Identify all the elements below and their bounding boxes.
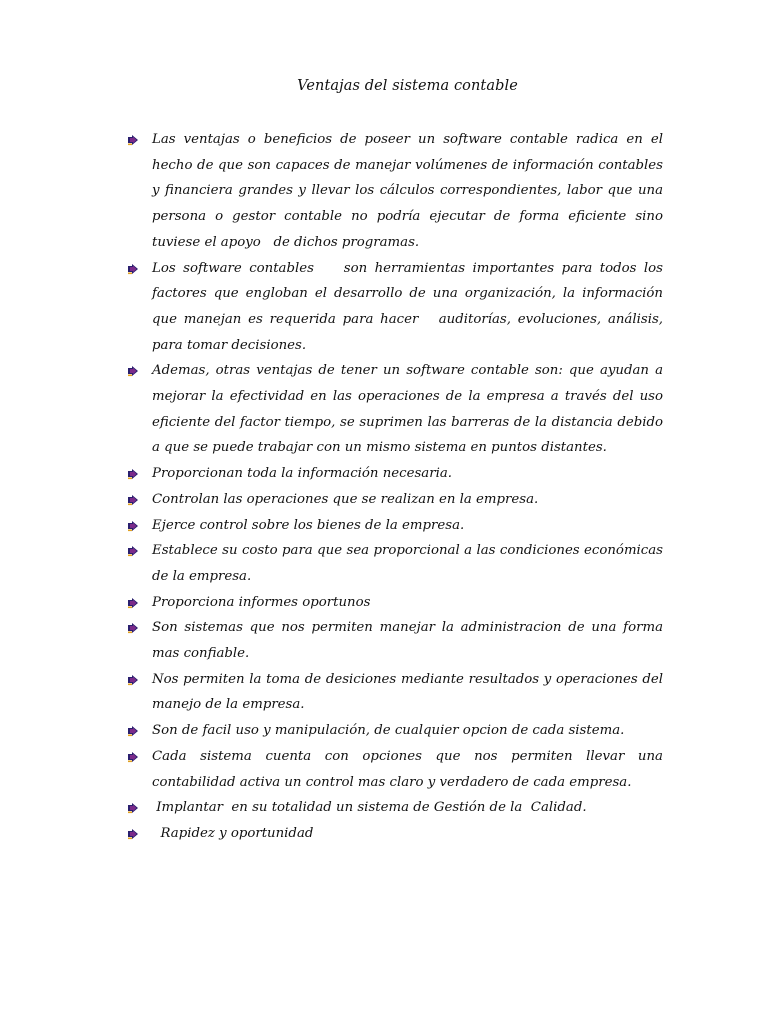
- list-item-text: Implantar en su totalidad un sistema de Gestión de la Calidad.: [152, 800, 587, 816]
- arrow-bullet-icon: [127, 263, 139, 275]
- list-item-text: Controlan las operaciones que se realizan en la empresa.: [152, 491, 539, 507]
- list-item: [127, 821, 663, 847]
- list-item: [127, 667, 668, 718]
- list-item: [127, 590, 663, 616]
- arrow-bullet-icon: [127, 622, 139, 634]
- list-item-text: Los software contables son herramientas importantes para todos los factores que engloban el desarrollo de una organización, la información que manejan es requerida para hacer auditorías, evoluciones, análisis, para tomar decisiones.: [152, 260, 668, 353]
- document-title: Ventajas del sistema contable: [297, 78, 518, 94]
- arrow-bullet-icon: [127, 520, 139, 532]
- list-item-text: Proporcionan toda la información necesaria.: [152, 466, 452, 482]
- arrow-bullet-icon: [127, 468, 139, 480]
- arrow-bullet-icon: [127, 597, 139, 609]
- arrow-bullet-icon: [127, 802, 139, 814]
- arrow-bullet-icon: [127, 751, 139, 763]
- list-item: [127, 358, 676, 461]
- list-item-text: Son sistemas que nos permiten manejar la administracion de una forma mas confiable.: [152, 620, 668, 662]
- list-item-text: Rapidez y oportunidad: [152, 825, 314, 841]
- bullet-list: [127, 127, 676, 847]
- list-item-text: Ademas, otras ventajas de tener un software contable son: que ayudan a mejorar la efectividad en las operaciones de la empresa a través del uso eficiente del factor tiempo, se suprimen las barreras de la distancia debido a que se puede trabajar con un mismo sistema en puntos distantes.: [152, 363, 676, 456]
- arrow-bullet-icon: [127, 494, 139, 506]
- arrow-bullet-icon: [127, 545, 139, 557]
- list-item-text: Nos permiten la toma de desiciones mediante resultados y operaciones del manejo de la empresa.: [152, 671, 668, 713]
- list-item-text: Ejerce control sobre los bienes de la empresa.: [152, 517, 465, 533]
- arrow-bullet-icon: [127, 365, 139, 377]
- list-item: [127, 256, 668, 359]
- arrow-bullet-icon: [127, 828, 139, 840]
- list-item: [127, 795, 663, 821]
- list-item-text: Establece su costo para que sea proporcional a las condiciones económicas de la empresa.: [152, 543, 668, 584]
- list-item: [127, 744, 668, 795]
- list-item: [127, 513, 663, 539]
- arrow-bullet-icon: [127, 674, 139, 686]
- list-item-text: Proporciona informes oportunos: [152, 594, 371, 610]
- arrow-bullet-icon: [127, 725, 139, 737]
- list-item: [127, 461, 663, 487]
- list-item: [127, 127, 668, 256]
- list-item: [127, 615, 668, 666]
- list-item: [127, 538, 668, 589]
- list-item-text: Las ventajas o beneficios de poseer un software contable radica en el hecho de que son capaces de manejar volúmenes de información contables y financiera grandes y llevar los cálculos correspondientes, labor que una persona o gestor contable no podría ejecutar de forma eficiente sino tuviese el apoyo de dichos programas.: [152, 132, 668, 250]
- arrow-bullet-icon: [127, 134, 139, 146]
- list-item-text: Cada sistema cuenta con opciones que nos permiten llevar una contabilidad activa un control mas claro y verdadero de cada empresa.: [152, 748, 668, 790]
- list-item-text: Son de facil uso y manipulación, de cualquier opcion de cada sistema.: [152, 723, 625, 739]
- list-item: [127, 487, 663, 513]
- list-item: [127, 718, 663, 744]
